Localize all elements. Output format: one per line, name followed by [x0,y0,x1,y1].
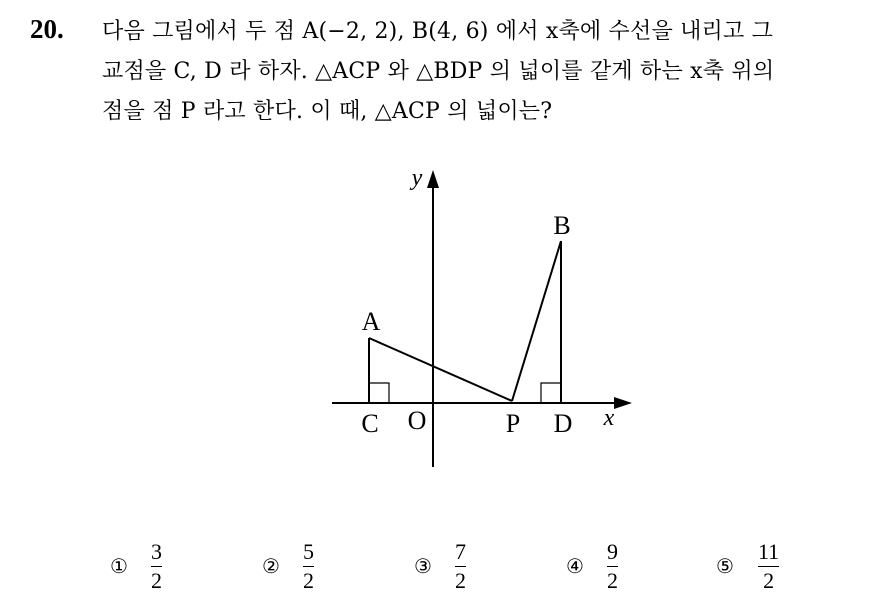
choice-1-denominator: 2 [151,568,162,593]
x-axis-arrow-icon [614,397,632,409]
choice-5[interactable] [716,540,806,596]
label-o: O [407,406,427,435]
label-c: C [361,409,379,438]
choice-1[interactable] [110,540,180,596]
choice-4-numerator: 9 [607,539,618,564]
right-angle-mark-c [369,383,389,403]
segment-ap [369,338,512,401]
choice-5-denominator: 2 [763,568,775,593]
segment-bp [512,241,561,401]
label-a: A [361,307,381,336]
label-p: P [505,409,521,438]
choice-2-number: ② [262,554,280,578]
label-b: B [553,211,571,240]
choice-4[interactable] [566,540,636,596]
choice-1-numerator: 3 [151,539,162,564]
choice-3[interactable] [414,540,484,596]
choice-5-numerator: 11 [758,539,780,564]
choice-3-fraction [455,540,466,593]
fraction-bar [758,566,779,567]
choice-5-number: ⑤ [716,554,734,578]
choice-3-number: ③ [414,554,432,578]
choice-5-fraction [758,540,779,593]
choice-2-numerator: 5 [303,539,314,564]
label-d: D [553,409,573,438]
choice-3-denominator: 2 [455,568,466,593]
choice-1-number: ① [110,554,128,578]
right-angle-mark-d [541,383,561,403]
choice-4-fraction [607,540,618,593]
choice-2-fraction [303,540,314,593]
question-number: 20. [30,14,64,44]
choice-1-fraction [151,540,162,593]
question-line-1: 다음 그림에서 두 점 A(−2, 2), B(4, 6) 에서 x축에 수선을 내리고 그 [102,19,774,44]
fraction-bar [455,566,466,567]
fraction-bar [607,566,618,567]
choice-2-denominator: 2 [303,568,314,593]
label-x-axis: x [603,405,615,431]
question-line-2: 교점을 C, D 라 하자. △ACP 와 △BDP 의 넓이를 같게 하는 x축 위의 [102,59,775,84]
choice-4-number: ④ [566,554,584,578]
fraction-bar [151,566,162,567]
fraction-bar [303,566,314,567]
choice-3-numerator: 7 [455,539,466,564]
question-line-3: 점을 점 P 라고 한다. 이 때, △ACP 의 넓이는? [102,99,553,124]
choice-4-denominator: 2 [607,568,618,593]
choice-2[interactable] [262,540,332,596]
label-y-axis: y [411,165,423,191]
y-axis-arrow-icon [427,170,439,188]
